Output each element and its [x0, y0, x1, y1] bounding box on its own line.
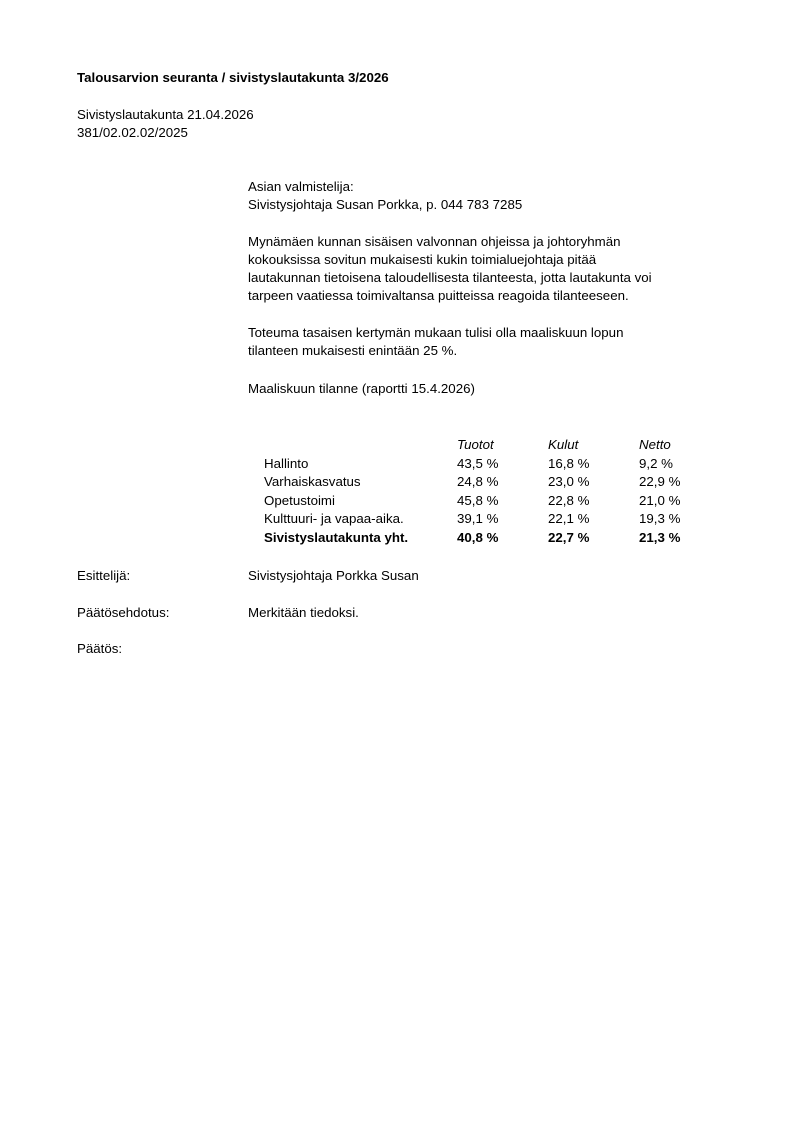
table-total-row — [260, 529, 699, 548]
total-kulut: 22,7 % — [548, 529, 590, 545]
paragraph-line: tarpeen vaatiessa toimivaltansa puitteissa reagoida tilanteeseen. — [248, 288, 629, 303]
header-tuotot: Tuotot — [457, 437, 494, 452]
header-netto: Netto — [639, 437, 671, 452]
paragraph-line: Mynämäen kunnan sisäisen valvonnan ohjeissa ja johtoryhmän — [248, 234, 621, 249]
row-netto: 9,2 % — [639, 455, 674, 471]
proposal-label: Päätösehdotus: — [77, 605, 170, 620]
table-row — [260, 455, 699, 474]
row-tuotot: 39,1 % — [457, 511, 499, 526]
paragraph-line: Toteuma tasaisen kertymän mukaan tulisi olla maaliskuun lopun — [248, 325, 624, 340]
meeting-info: Sivistyslautakunta 21.04.2026 — [77, 107, 254, 122]
paragraph-line: tilanteen mukaisesti enintään 25 %. — [248, 343, 458, 358]
row-name: Kulttuuri- ja vapaa-aika. — [264, 511, 404, 526]
status-line: Maaliskuun tilanne (raportti 15.4.2026) — [248, 381, 475, 396]
paragraph-target — [248, 324, 748, 360]
reference-number: 381/02.02.02/2025 — [77, 125, 188, 140]
row-tuotot: 24,8 % — [457, 474, 499, 489]
row-tuotot: 45,8 % — [457, 492, 499, 508]
presenter-label: Esittelijä: — [77, 568, 131, 583]
preparer-name: Sivistysjohtaja Susan Porkka, p. 044 783 7285 — [248, 197, 523, 212]
row-netto: 21,0 % — [639, 492, 681, 508]
total-name: Sivistyslautakunta yht. — [264, 529, 409, 545]
total-tuotot: 40,8 % — [457, 529, 499, 545]
header-kulut: Kulut — [548, 437, 579, 452]
decision-label: Päätös: — [77, 641, 123, 656]
table-row — [260, 510, 699, 529]
document-title: Talousarvion seuranta / sivistyslautakunta 3/2026 — [77, 70, 389, 85]
row-kulut: 23,0 % — [548, 474, 590, 489]
paragraph-line: kokouksissa sovitun mukaisesti kukin toimialuejohtaja pitää — [248, 252, 597, 267]
row-kulut: 22,1 % — [548, 511, 590, 526]
paragraph-line: lautakunnan tietoisena taloudellisesta tilanteesta, jotta lautakunta voi — [248, 270, 652, 285]
table-row — [260, 492, 699, 511]
budget-table — [260, 436, 699, 547]
table-row — [260, 473, 699, 492]
row-tuotot: 43,5 % — [457, 455, 499, 471]
total-netto: 21,3 % — [639, 529, 681, 545]
preparer-label: Asian valmistelija: — [248, 179, 354, 194]
paragraph-internal-control — [248, 233, 748, 305]
row-netto: 19,3 % — [639, 511, 681, 526]
header-unit — [260, 436, 457, 455]
row-name: Opetustoimi — [264, 492, 335, 508]
row-kulut: 22,8 % — [548, 492, 590, 508]
table-header-row — [260, 436, 699, 455]
row-kulut: 16,8 % — [548, 455, 590, 471]
row-name: Varhaiskasvatus — [264, 474, 361, 489]
presenter-value: Sivistysjohtaja Porkka Susan — [248, 568, 419, 583]
row-name: Hallinto — [264, 455, 309, 471]
proposal-value: Merkitään tiedoksi. — [248, 605, 359, 620]
row-netto: 22,9 % — [639, 474, 681, 489]
